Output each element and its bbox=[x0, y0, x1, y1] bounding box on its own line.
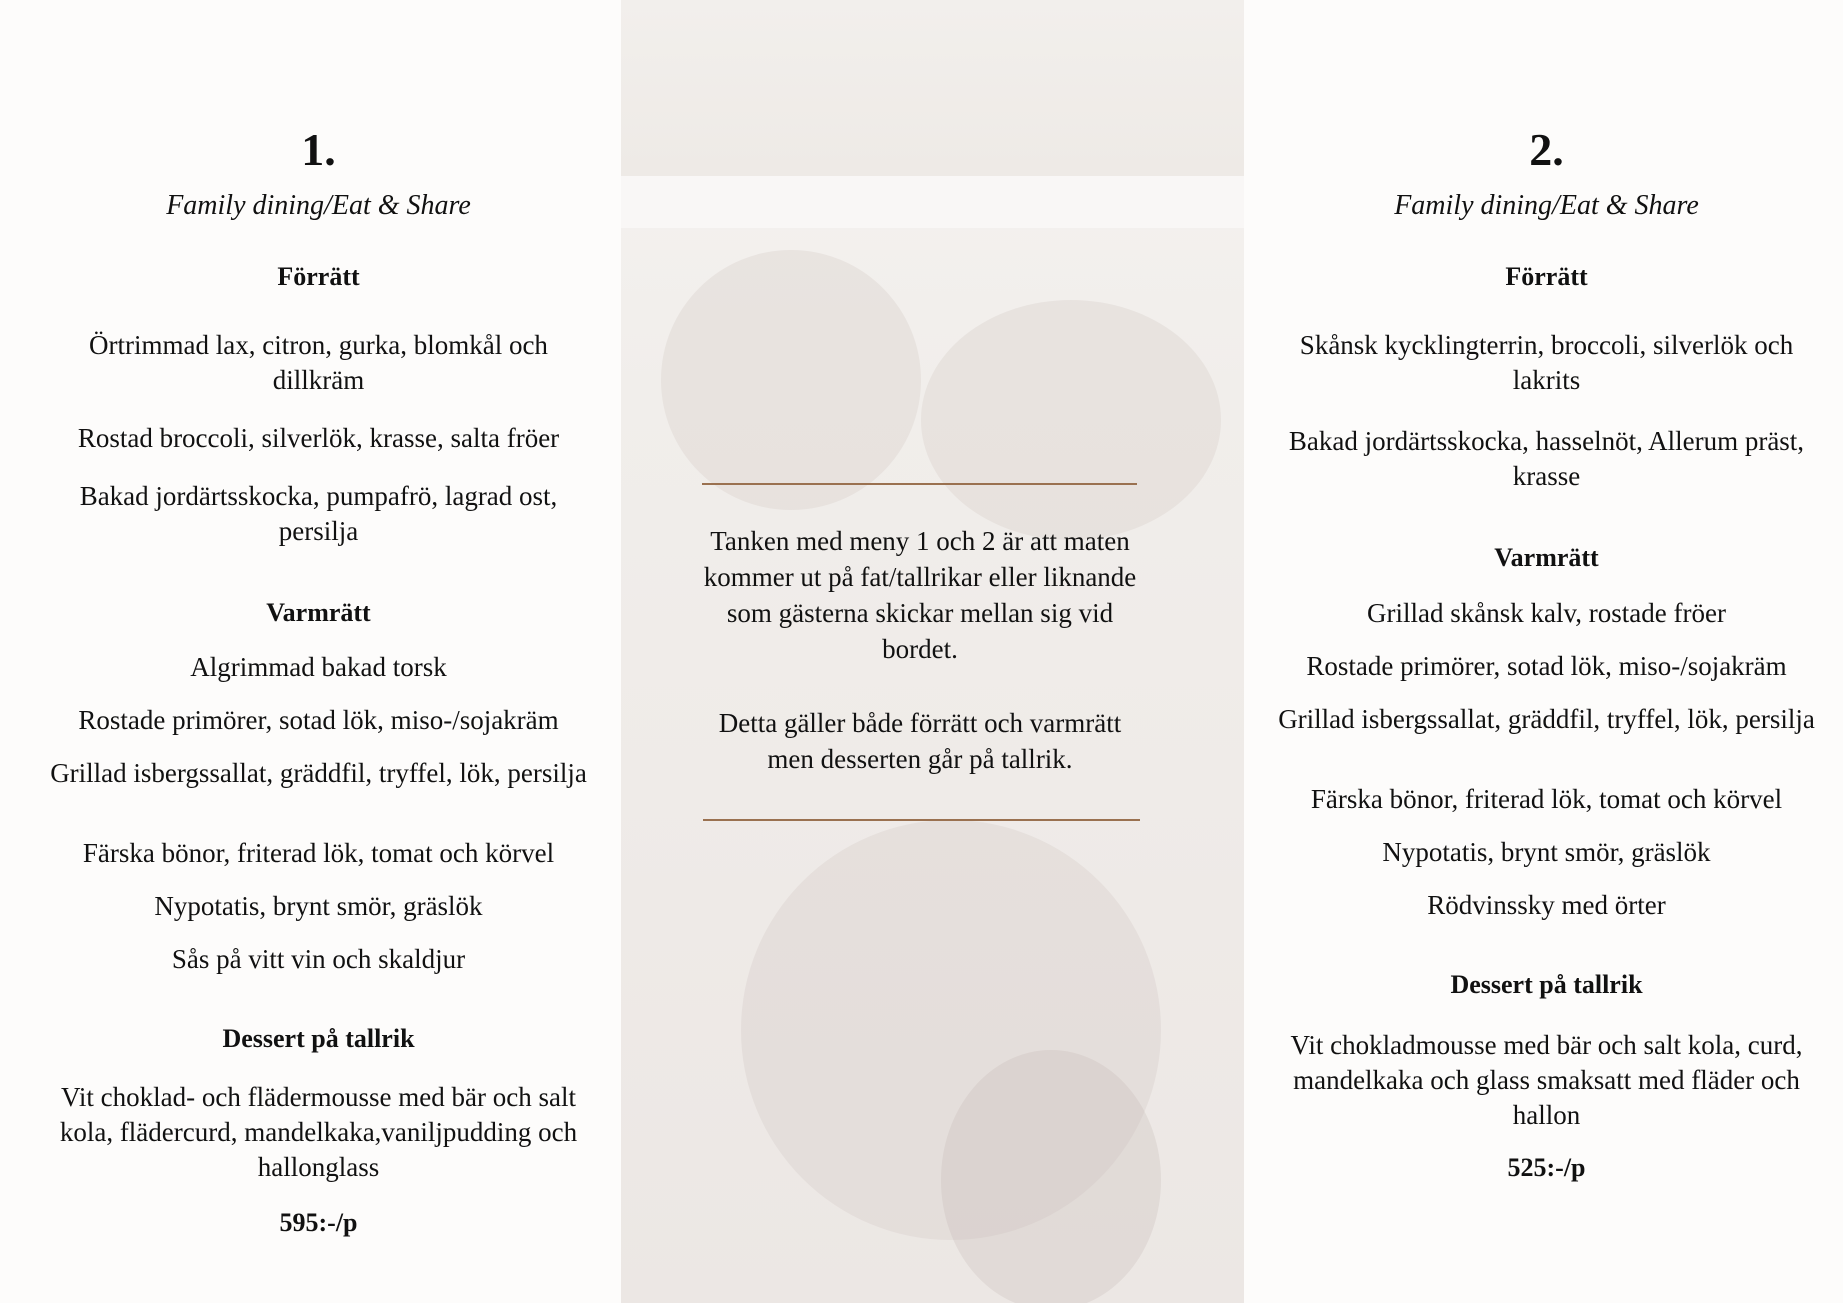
divider-top bbox=[702, 483, 1137, 485]
starter-item: Bakad jordärtsskocka, hasselnöt, Allerum präst, krasse bbox=[1288, 426, 1805, 491]
starter-item: Skånsk kycklingterrin, broccoli, silverlök och lakrits bbox=[1299, 330, 1794, 395]
main-item: Färska bönor, friterad lök, tomat och körvel bbox=[1310, 784, 1783, 814]
main-item: Algrimmad bakad torsk bbox=[190, 652, 447, 682]
main-item: Sås på vitt vin och skaldjur bbox=[171, 944, 466, 974]
price: 525:-/p bbox=[1507, 1153, 1586, 1182]
dessert-item: Vit chokladmousse med bär och salt kola, curd, mandelkaka och glass smaksatt med fläder och hallon bbox=[1290, 1030, 1803, 1130]
service-note-dessert: Detta gäller både förrätt och varmrätt men desserten går på tallrik. bbox=[718, 708, 1122, 774]
main-item: Rostade primörer, sotad lök, miso-/sojakräm bbox=[1306, 651, 1787, 681]
dessert-heading: Dessert på tallrik bbox=[222, 1024, 415, 1053]
main-heading: Varmrätt bbox=[1494, 543, 1599, 572]
starter-heading: Förrätt bbox=[277, 262, 360, 291]
main-item: Färska bönor, friterad lök, tomat och körvel bbox=[82, 838, 555, 868]
menu-number: 2. bbox=[1529, 124, 1564, 175]
main-item: Rostade primörer, sotad lök, miso-/sojakräm bbox=[78, 705, 559, 735]
starter-heading: Förrätt bbox=[1505, 262, 1588, 291]
main-item: Grillad skånsk kalv, rostade fröer bbox=[1367, 598, 1726, 628]
main-item: Nypotatis, brynt smör, gräslök bbox=[1382, 837, 1711, 867]
dessert-heading: Dessert på tallrik bbox=[1450, 970, 1643, 999]
main-item: Rödvinssky med örter bbox=[1427, 890, 1666, 920]
main-item: Nypotatis, brynt smör, gräslök bbox=[154, 891, 483, 921]
photo-figure-shadow bbox=[941, 1050, 1161, 1303]
main-item: Grillad isbergssallat, gräddfil, tryffel, lök, persilja bbox=[1278, 704, 1815, 734]
service-note: Tanken med meny 1 och 2 är att maten kommer ut på fat/tallrikar eller liknande som gästerna skickar mellan sig vid bordet. bbox=[703, 526, 1137, 664]
main-item: Grillad isbergssallat, gräddfil, tryffel, lök, persilja bbox=[50, 758, 587, 788]
price: 595:-/p bbox=[279, 1208, 358, 1237]
menu-number: 1. bbox=[301, 124, 336, 175]
divider-bottom bbox=[703, 819, 1140, 821]
starter-item: Bakad jordärtsskocka, pumpafrö, lagrad ost, persilja bbox=[79, 481, 558, 546]
dessert-item: Vit choklad- och flädermousse med bär och salt kola, flädercurd, mandelkaka,vaniljpudding och hallonglass bbox=[59, 1082, 578, 1182]
photo-chandelier-area bbox=[621, 0, 1244, 176]
starter-item: Rostad broccoli, silverlök, krasse, salta fröer bbox=[77, 423, 560, 453]
menu-subtitle: Family dining/Eat & Share bbox=[166, 190, 471, 221]
photo-gap bbox=[621, 176, 1244, 228]
main-heading: Varmrätt bbox=[266, 598, 371, 627]
menu-subtitle: Family dining/Eat & Share bbox=[1394, 190, 1699, 221]
starter-item: Örtrimmad lax, citron, gurka, blomkål och dillkräm bbox=[89, 330, 548, 395]
photo-flowers-right bbox=[921, 300, 1221, 540]
photo-flowers-left bbox=[661, 250, 921, 510]
